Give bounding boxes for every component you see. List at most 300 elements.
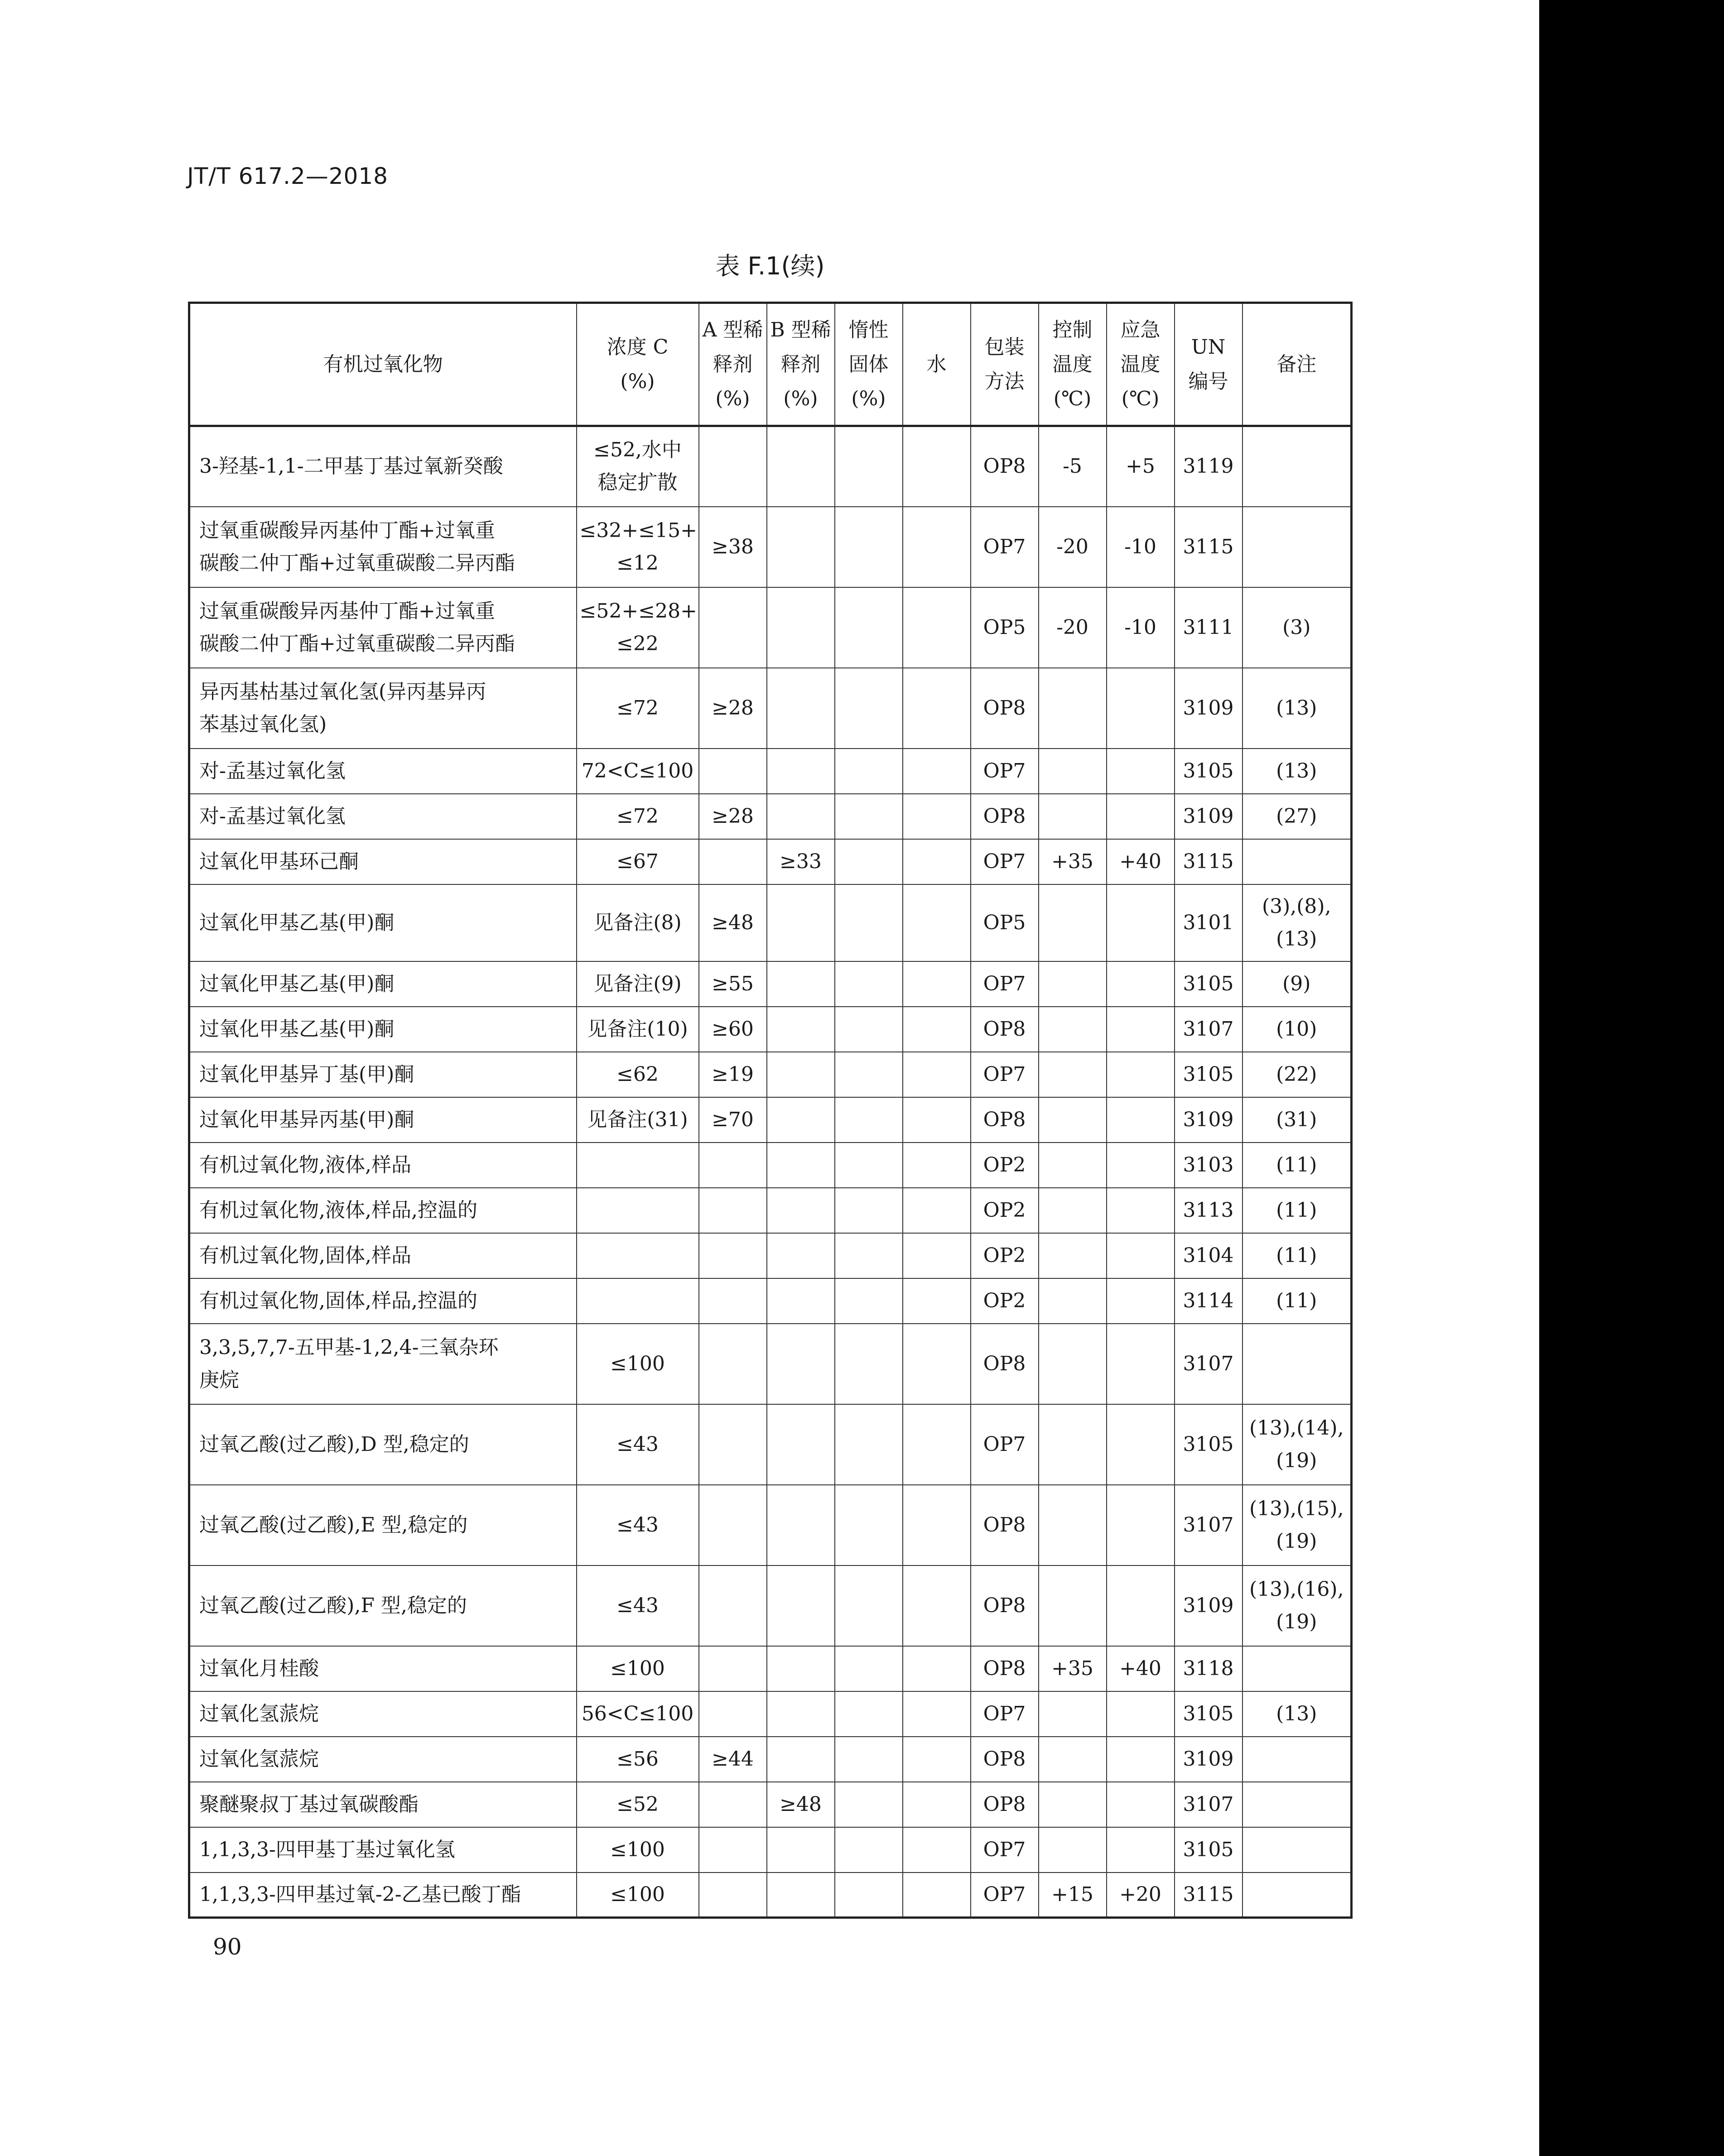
cell-name: 对-孟基过氧化氢: [189, 749, 577, 794]
cell-emergency-temp: [1107, 1007, 1175, 1052]
cell-remarks: (11): [1242, 1278, 1352, 1324]
cell-control-temp: [1039, 1324, 1107, 1404]
cell-emergency-temp: [1107, 1737, 1175, 1782]
cell-diluent-a: [699, 426, 767, 507]
cell-un-number: 3104: [1175, 1233, 1242, 1278]
cell-control-temp: +35: [1039, 839, 1107, 884]
cell-diluent-b: [767, 1278, 835, 1324]
table-row: [189, 1873, 1352, 1918]
cell-water: [903, 1782, 971, 1827]
header-inert-solid: 惰性 固体 (%): [835, 303, 903, 426]
cell-remarks: (22): [1242, 1052, 1352, 1097]
cell-name: 过氧重碳酸异丙基仲丁酯+过氧重 碳酸二仲丁酯+过氧重碳酸二异丙酯: [189, 507, 577, 587]
table-row: [189, 1324, 1352, 1404]
cell-remarks: [1242, 1827, 1352, 1873]
cell-inert-solid: [835, 1188, 903, 1233]
cell-un-number: 3107: [1175, 1782, 1242, 1827]
cell-diluent-b: ≥48: [767, 1782, 835, 1827]
cell-diluent-b: [767, 587, 835, 668]
cell-emergency-temp: [1107, 1233, 1175, 1278]
cell-diluent-b: [767, 1324, 835, 1404]
cell-packing-method: OP8: [971, 1646, 1039, 1691]
cell-concentration: ≤52,水中 稳定扩散: [577, 426, 699, 507]
cell-packing-method: OP7: [971, 749, 1039, 794]
cell-inert-solid: [835, 1737, 903, 1782]
cell-diluent-b: [767, 1188, 835, 1233]
cell-diluent-b: [767, 749, 835, 794]
cell-un-number: 3109: [1175, 1565, 1242, 1646]
cell-diluent-b: [767, 1691, 835, 1737]
cell-inert-solid: [835, 961, 903, 1007]
cell-inert-solid: [835, 1827, 903, 1873]
cell-un-number: 3109: [1175, 794, 1242, 839]
cell-concentration: ≤100: [577, 1646, 699, 1691]
cell-emergency-temp: +20: [1107, 1873, 1175, 1918]
cell-control-temp: [1039, 1404, 1107, 1485]
cell-diluent-b: [767, 668, 835, 749]
cell-name: 异丙基枯基过氧化氢(异丙基异丙 苯基过氧化氢): [189, 668, 577, 749]
cell-packing-method: OP8: [971, 1737, 1039, 1782]
cell-un-number: 3113: [1175, 1188, 1242, 1233]
cell-control-temp: [1039, 1782, 1107, 1827]
cell-inert-solid: [835, 587, 903, 668]
cell-diluent-b: [767, 794, 835, 839]
cell-diluent-b: [767, 507, 835, 587]
cell-water: [903, 1873, 971, 1918]
cell-remarks: (27): [1242, 794, 1352, 839]
cell-emergency-temp: [1107, 961, 1175, 1007]
cell-control-temp: [1039, 794, 1107, 839]
cell-name: 1,1,3,3-四甲基丁基过氧化氢: [189, 1827, 577, 1873]
header-name: 有机过氧化物: [189, 303, 577, 426]
table-row: [189, 1646, 1352, 1691]
cell-concentration: ≤100: [577, 1873, 699, 1918]
cell-diluent-a: ≥60: [699, 1007, 767, 1052]
header-emergency-temp: 应急 温度 (℃): [1107, 303, 1175, 426]
cell-emergency-temp: [1107, 668, 1175, 749]
cell-packing-method: OP8: [971, 1565, 1039, 1646]
cell-packing-method: OP8: [971, 668, 1039, 749]
cell-inert-solid: [835, 1873, 903, 1918]
table-row: [189, 749, 1352, 794]
cell-inert-solid: [835, 1691, 903, 1737]
cell-diluent-a: [699, 1278, 767, 1324]
cell-control-temp: +35: [1039, 1646, 1107, 1691]
table-body: [189, 426, 1352, 1918]
cell-diluent-a: [699, 1188, 767, 1233]
cell-inert-solid: [835, 1233, 903, 1278]
cell-water: [903, 1007, 971, 1052]
cell-concentration: ≤72: [577, 794, 699, 839]
cell-remarks: [1242, 426, 1352, 507]
cell-diluent-a: ≥48: [699, 884, 767, 961]
cell-name: 过氧化月桂酸: [189, 1646, 577, 1691]
cell-name: 过氧化甲基环己酮: [189, 839, 577, 884]
header-diluent-b: B 型稀 释剂 (%): [767, 303, 835, 426]
cell-emergency-temp: [1107, 1485, 1175, 1565]
cell-remarks: [1242, 507, 1352, 587]
cell-control-temp: [1039, 1737, 1107, 1782]
cell-concentration: [577, 1143, 699, 1188]
cell-name: 过氧化甲基乙基(甲)酮: [189, 961, 577, 1007]
cell-diluent-b: [767, 1052, 835, 1097]
table-row: [189, 1278, 1352, 1324]
cell-diluent-a: [699, 1646, 767, 1691]
cell-diluent-b: ≥33: [767, 839, 835, 884]
cell-name: 过氧乙酸(过乙酸),E 型,稳定的: [189, 1485, 577, 1565]
cell-un-number: 3107: [1175, 1485, 1242, 1565]
cell-remarks: [1242, 1646, 1352, 1691]
cell-remarks: [1242, 839, 1352, 884]
cell-inert-solid: [835, 1485, 903, 1565]
cell-inert-solid: [835, 749, 903, 794]
cell-name: 过氧乙酸(过乙酸),D 型,稳定的: [189, 1404, 577, 1485]
table-row: [189, 426, 1352, 507]
cell-diluent-a: ≥44: [699, 1737, 767, 1782]
cell-emergency-temp: [1107, 1691, 1175, 1737]
cell-inert-solid: [835, 1646, 903, 1691]
cell-inert-solid: [835, 1052, 903, 1097]
cell-diluent-b: [767, 1646, 835, 1691]
cell-emergency-temp: +5: [1107, 426, 1175, 507]
cell-water: [903, 1324, 971, 1404]
cell-concentration: ≤67: [577, 839, 699, 884]
cell-diluent-a: [699, 1233, 767, 1278]
cell-water: [903, 794, 971, 839]
cell-packing-method: OP2: [971, 1143, 1039, 1188]
cell-concentration: [577, 1233, 699, 1278]
cell-control-temp: [1039, 1565, 1107, 1646]
cell-packing-method: OP2: [971, 1188, 1039, 1233]
cell-name: 过氧乙酸(过乙酸),F 型,稳定的: [189, 1565, 577, 1646]
cell-packing-method: OP7: [971, 1691, 1039, 1737]
cell-remarks: (31): [1242, 1097, 1352, 1143]
cell-inert-solid: [835, 884, 903, 961]
cell-diluent-b: [767, 1737, 835, 1782]
cell-packing-method: OP7: [971, 1052, 1039, 1097]
cell-un-number: 3105: [1175, 1404, 1242, 1485]
cell-remarks: [1242, 1873, 1352, 1918]
cell-water: [903, 587, 971, 668]
cell-emergency-temp: [1107, 884, 1175, 961]
cell-emergency-temp: [1107, 1404, 1175, 1485]
cell-un-number: 3109: [1175, 1097, 1242, 1143]
cell-water: [903, 1691, 971, 1737]
cell-diluent-a: ≥38: [699, 507, 767, 587]
cell-diluent-a: [699, 1143, 767, 1188]
cell-control-temp: [1039, 1007, 1107, 1052]
cell-name: 有机过氧化物,液体,样品,控温的: [189, 1188, 577, 1233]
cell-concentration: 见备注(8): [577, 884, 699, 961]
cell-remarks: (13): [1242, 1691, 1352, 1737]
cell-diluent-a: [699, 1485, 767, 1565]
cell-inert-solid: [835, 507, 903, 587]
cell-emergency-temp: [1107, 794, 1175, 839]
cell-emergency-temp: [1107, 1827, 1175, 1873]
cell-control-temp: [1039, 1233, 1107, 1278]
cell-name: 3-羟基-1,1-二甲基丁基过氧新癸酸: [189, 426, 577, 507]
header-concentration: 浓度 C (%): [577, 303, 699, 426]
cell-control-temp: [1039, 1188, 1107, 1233]
cell-un-number: 3115: [1175, 839, 1242, 884]
cell-inert-solid: [835, 1143, 903, 1188]
cell-name: 有机过氧化物,固体,样品,控温的: [189, 1278, 577, 1324]
cell-un-number: 3115: [1175, 1873, 1242, 1918]
cell-diluent-b: [767, 1233, 835, 1278]
cell-inert-solid: [835, 839, 903, 884]
cell-diluent-a: [699, 839, 767, 884]
cell-diluent-b: [767, 961, 835, 1007]
cell-water: [903, 1737, 971, 1782]
cell-remarks: [1242, 1324, 1352, 1404]
cell-diluent-b: [767, 1485, 835, 1565]
cell-concentration: [577, 1278, 699, 1324]
cell-concentration: ≤56: [577, 1737, 699, 1782]
cell-diluent-b: [767, 884, 835, 961]
cell-packing-method: OP8: [971, 1485, 1039, 1565]
cell-concentration: 56<C≤100: [577, 1691, 699, 1737]
cell-packing-method: OP7: [971, 507, 1039, 587]
cell-inert-solid: [835, 1097, 903, 1143]
cell-name: 过氧化甲基乙基(甲)酮: [189, 1007, 577, 1052]
cell-remarks: (9): [1242, 961, 1352, 1007]
header-control-temp: 控制 温度 (℃): [1039, 303, 1107, 426]
cell-control-temp: [1039, 1052, 1107, 1097]
cell-concentration: ≤43: [577, 1404, 699, 1485]
cell-diluent-a: [699, 1827, 767, 1873]
table-row: [189, 1827, 1352, 1873]
cell-packing-method: OP8: [971, 1782, 1039, 1827]
header-row: [189, 303, 1352, 426]
cell-control-temp: [1039, 668, 1107, 749]
cell-emergency-temp: -10: [1107, 587, 1175, 668]
table-row: [189, 587, 1352, 668]
cell-un-number: 3105: [1175, 1052, 1242, 1097]
cell-name: 有机过氧化物,液体,样品: [189, 1143, 577, 1188]
cell-emergency-temp: [1107, 1097, 1175, 1143]
cell-emergency-temp: [1107, 1143, 1175, 1188]
cell-emergency-temp: [1107, 1188, 1175, 1233]
cell-control-temp: -5: [1039, 426, 1107, 507]
table-row: [189, 1485, 1352, 1565]
table-title: 表 F.1(续): [715, 252, 825, 280]
cell-remarks: (13),(15), (19): [1242, 1485, 1352, 1565]
cell-control-temp: [1039, 961, 1107, 1007]
table-row: [189, 839, 1352, 884]
header-packing-method: 包装 方法: [971, 303, 1039, 426]
cell-remarks: (13): [1242, 668, 1352, 749]
cell-un-number: 3105: [1175, 1827, 1242, 1873]
cell-name: 过氧化氢蒎烷: [189, 1691, 577, 1737]
cell-diluent-a: ≥55: [699, 961, 767, 1007]
cell-un-number: 3105: [1175, 1691, 1242, 1737]
cell-un-number: 3111: [1175, 587, 1242, 668]
table-row: [189, 1097, 1352, 1143]
cell-packing-method: OP7: [971, 961, 1039, 1007]
cell-control-temp: -20: [1039, 587, 1107, 668]
cell-diluent-b: [767, 1565, 835, 1646]
cell-concentration: ≤62: [577, 1052, 699, 1097]
cell-diluent-b: [767, 426, 835, 507]
cell-remarks: (10): [1242, 1007, 1352, 1052]
cell-water: [903, 884, 971, 961]
cell-diluent-b: [767, 1097, 835, 1143]
cell-concentration: ≤100: [577, 1827, 699, 1873]
cell-un-number: 3107: [1175, 1324, 1242, 1404]
cell-concentration: [577, 1188, 699, 1233]
cell-control-temp: [1039, 1097, 1107, 1143]
cell-name: 3,3,5,7,7-五甲基-1,2,4-三氧杂环 庚烷: [189, 1324, 577, 1404]
cell-diluent-a: [699, 1324, 767, 1404]
header-diluent-a: A 型稀 释剂 (%): [699, 303, 767, 426]
cell-water: [903, 1188, 971, 1233]
page-number: 90: [213, 1934, 242, 1960]
table-row: [189, 1691, 1352, 1737]
cell-emergency-temp: [1107, 749, 1175, 794]
cell-inert-solid: [835, 1007, 903, 1052]
cell-control-temp: [1039, 1278, 1107, 1324]
cell-water: [903, 839, 971, 884]
cell-inert-solid: [835, 1404, 903, 1485]
cell-control-temp: [1039, 1691, 1107, 1737]
cell-inert-solid: [835, 1782, 903, 1827]
table-row: [189, 1782, 1352, 1827]
cell-packing-method: OP2: [971, 1278, 1039, 1324]
cell-control-temp: [1039, 1485, 1107, 1565]
cell-packing-method: OP7: [971, 1873, 1039, 1918]
header-remarks: 备注: [1242, 303, 1352, 426]
cell-diluent-a: [699, 749, 767, 794]
cell-control-temp: [1039, 1143, 1107, 1188]
cell-un-number: 3105: [1175, 961, 1242, 1007]
cell-inert-solid: [835, 1565, 903, 1646]
cell-water: [903, 1565, 971, 1646]
cell-diluent-a: ≥28: [699, 668, 767, 749]
cell-concentration: 见备注(10): [577, 1007, 699, 1052]
cell-name: 1,1,3,3-四甲基过氧-2-乙基已酸丁酯: [189, 1873, 577, 1918]
cell-diluent-a: [699, 587, 767, 668]
cell-emergency-temp: -10: [1107, 507, 1175, 587]
cell-emergency-temp: [1107, 1278, 1175, 1324]
table-header: [189, 303, 1352, 426]
peroxide-table: [188, 302, 1353, 1919]
cell-emergency-temp: [1107, 1782, 1175, 1827]
cell-remarks: (3): [1242, 587, 1352, 668]
cell-remarks: (11): [1242, 1143, 1352, 1188]
cell-water: [903, 749, 971, 794]
cell-control-temp: [1039, 749, 1107, 794]
cell-control-temp: [1039, 1827, 1107, 1873]
cell-name: 过氧重碳酸异丙基仲丁酯+过氧重 碳酸二仲丁酯+过氧重碳酸二异丙酯: [189, 587, 577, 668]
cell-packing-method: OP5: [971, 884, 1039, 961]
cell-concentration: ≤100: [577, 1324, 699, 1404]
cell-water: [903, 1278, 971, 1324]
cell-diluent-b: [767, 1873, 835, 1918]
cell-diluent-b: [767, 1007, 835, 1052]
cell-un-number: 3109: [1175, 668, 1242, 749]
cell-water: [903, 1233, 971, 1278]
cell-diluent-a: ≥70: [699, 1097, 767, 1143]
cell-inert-solid: [835, 668, 903, 749]
cell-water: [903, 1052, 971, 1097]
table-row: [189, 1233, 1352, 1278]
cell-diluent-a: [699, 1565, 767, 1646]
cell-emergency-temp: [1107, 1052, 1175, 1097]
cell-emergency-temp: [1107, 1324, 1175, 1404]
scan-edge-band: [1539, 0, 1724, 2156]
cell-un-number: 3107: [1175, 1007, 1242, 1052]
table-row: [189, 668, 1352, 749]
cell-name: 有机过氧化物,固体,样品: [189, 1233, 577, 1278]
cell-name: 过氧化甲基乙基(甲)酮: [189, 884, 577, 961]
cell-control-temp: -20: [1039, 507, 1107, 587]
table-container: [188, 302, 1350, 1919]
cell-control-temp: +15: [1039, 1873, 1107, 1918]
table-row: [189, 1404, 1352, 1485]
cell-remarks: (13),(16), (19): [1242, 1565, 1352, 1646]
cell-water: [903, 1143, 971, 1188]
cell-diluent-b: [767, 1827, 835, 1873]
cell-packing-method: OP7: [971, 1827, 1039, 1873]
cell-packing-method: OP8: [971, 1324, 1039, 1404]
cell-remarks: (11): [1242, 1233, 1352, 1278]
table-row: [189, 1007, 1352, 1052]
cell-diluent-a: [699, 1404, 767, 1485]
cell-packing-method: OP8: [971, 794, 1039, 839]
cell-concentration: ≤43: [577, 1485, 699, 1565]
cell-diluent-b: [767, 1404, 835, 1485]
table-row: [189, 1188, 1352, 1233]
table-row: [189, 1143, 1352, 1188]
cell-name: 过氧化甲基异丁基(甲)酮: [189, 1052, 577, 1097]
cell-packing-method: OP8: [971, 1007, 1039, 1052]
cell-concentration: ≤32+≤15+ ≤12: [577, 507, 699, 587]
document-code: JT/T 617.2—2018: [187, 163, 388, 189]
cell-packing-method: OP7: [971, 839, 1039, 884]
cell-water: [903, 668, 971, 749]
cell-packing-method: OP2: [971, 1233, 1039, 1278]
header-water: 水: [903, 303, 971, 426]
cell-diluent-a: [699, 1782, 767, 1827]
cell-concentration: 72<C≤100: [577, 749, 699, 794]
cell-name: 聚醚聚叔丁基过氧碳酸酯: [189, 1782, 577, 1827]
cell-un-number: 3109: [1175, 1737, 1242, 1782]
cell-packing-method: OP8: [971, 426, 1039, 507]
cell-remarks: (11): [1242, 1188, 1352, 1233]
cell-water: [903, 1097, 971, 1143]
cell-diluent-a: [699, 1873, 767, 1918]
table-row: [189, 1565, 1352, 1646]
cell-diluent-a: ≥19: [699, 1052, 767, 1097]
cell-water: [903, 1404, 971, 1485]
cell-diluent-a: [699, 1691, 767, 1737]
cell-water: [903, 426, 971, 507]
cell-inert-solid: [835, 1278, 903, 1324]
cell-un-number: 3119: [1175, 426, 1242, 507]
cell-un-number: 3114: [1175, 1278, 1242, 1324]
cell-name: 过氧化氢蒎烷: [189, 1737, 577, 1782]
cell-un-number: 3101: [1175, 884, 1242, 961]
cell-inert-solid: [835, 1324, 903, 1404]
cell-remarks: [1242, 1782, 1352, 1827]
cell-concentration: 见备注(31): [577, 1097, 699, 1143]
cell-packing-method: OP5: [971, 587, 1039, 668]
table-row: [189, 1737, 1352, 1782]
cell-concentration: ≤43: [577, 1565, 699, 1646]
table-row: [189, 507, 1352, 587]
cell-inert-solid: [835, 794, 903, 839]
cell-control-temp: [1039, 884, 1107, 961]
